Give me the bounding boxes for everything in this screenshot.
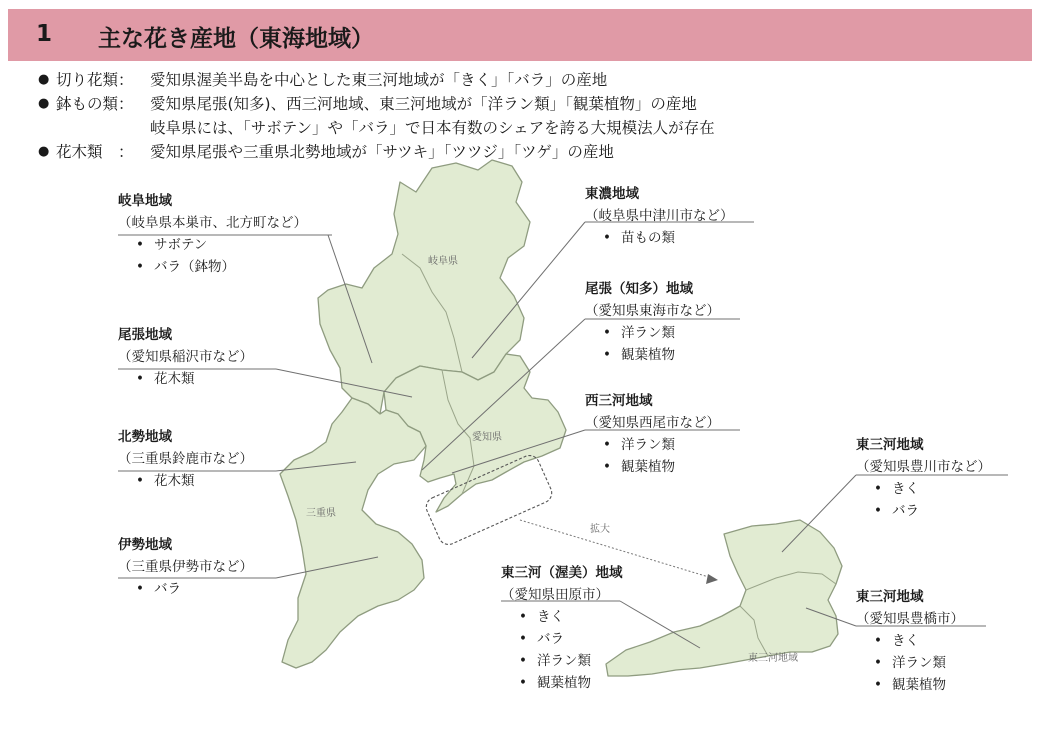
bullet-text: 愛知県尾張や三重県北勢地域が「サツキ」「ツツジ」「ツゲ」の産地 xyxy=(150,143,614,161)
list-item: • 花木類 xyxy=(118,368,253,390)
list-item: • 観葉植物 xyxy=(585,344,720,366)
list-item: • きく xyxy=(501,606,623,628)
map-label-higashimikawa: 東三河地域 xyxy=(748,653,798,664)
region-higashimikawa-atsumi xyxy=(501,562,623,694)
bullet-label: 鉢もの類： xyxy=(56,95,134,113)
region-title: 伊勢地域 xyxy=(118,537,172,553)
region-title: 北勢地域 xyxy=(118,429,172,445)
bullet-dot-icon: ● xyxy=(38,72,50,87)
region-owari-chita xyxy=(585,278,720,366)
region-title: 東三河地域 xyxy=(856,589,924,605)
higashimikawa-zoom-shape xyxy=(606,520,842,676)
region-title: 尾張（知多）地域 xyxy=(585,281,693,297)
bullet-text: 愛知県渥美半島を中心とした東三河地域が「きく」「バラ」の産地 xyxy=(150,71,608,89)
region-tono xyxy=(585,183,734,249)
map-label-aichi: 愛知県 xyxy=(472,432,502,443)
bullet-text: 愛知県尾張(知多)、西三河地域、東三河地域が「洋ラン類」「観葉植物」の産地 xyxy=(150,95,697,113)
region-higashimikawa-toyohashi xyxy=(856,586,964,696)
region-location: （三重県伊勢市など） xyxy=(118,559,253,575)
region-title: 東濃地域 xyxy=(585,186,639,202)
bullet-label: 花木類 ： xyxy=(56,143,134,161)
region-location: （三重県鈴鹿市など） xyxy=(118,451,253,467)
list-item: • 苗もの類 xyxy=(585,227,734,249)
bullet-dot-icon: ● xyxy=(38,144,50,159)
page-title: 主な花き産地（東海地域） xyxy=(98,26,374,52)
region-gifu xyxy=(118,190,307,278)
list-item: • バラ xyxy=(118,578,253,600)
list-item: • 観葉植物 xyxy=(585,456,720,478)
region-location: （岐阜県本巣市、北方町など） xyxy=(118,215,307,231)
region-location: （愛知県東海市など） xyxy=(585,303,720,319)
list-item: • バラ（鉢物） xyxy=(118,256,307,278)
region-title: 西三河地域 xyxy=(585,393,653,409)
list-item: • バラ xyxy=(501,628,623,650)
list-item: • 洋ラン類 xyxy=(585,434,720,456)
bullet-label: 切り花類： xyxy=(56,71,134,89)
bullet-text: 岐阜県には、「サボテン」や「バラ」で日本有数のシェアを誇る大規模法人が存在 xyxy=(150,119,715,137)
region-title: 尾張地域 xyxy=(118,327,172,343)
region-nishimikawa xyxy=(585,390,720,478)
region-location: （岐阜県中津川市など） xyxy=(585,208,734,224)
list-item: • バラ xyxy=(856,500,991,522)
section-number: 1 xyxy=(36,21,53,47)
map-label-zoom: 拡大 xyxy=(590,524,610,535)
region-ise xyxy=(118,534,253,600)
map-label-mie: 三重県 xyxy=(306,508,336,519)
mie-prefecture-shape xyxy=(280,398,426,668)
list-item: • 洋ラン類 xyxy=(585,322,720,344)
region-location: （愛知県田原市） xyxy=(501,587,609,603)
region-title: 東三河地域 xyxy=(856,437,924,453)
region-location: （愛知県豊橋市） xyxy=(856,611,964,627)
region-location: （愛知県稲沢市など） xyxy=(118,349,253,365)
region-higashimikawa-toyokawa xyxy=(856,434,991,522)
list-item: • きく xyxy=(856,478,991,500)
zoom-arrow-head-icon xyxy=(706,574,718,584)
list-item: • 洋ラン類 xyxy=(856,652,964,674)
list-item: • サボテン xyxy=(118,234,307,256)
list-item: • きく xyxy=(856,630,964,652)
region-title: 東三河（渥美）地域 xyxy=(501,565,623,581)
map-label-gifu: 岐阜県 xyxy=(428,256,458,267)
bullet-dot-icon: ● xyxy=(38,96,50,111)
region-location: （愛知県豊川市など） xyxy=(856,459,991,475)
list-item: • 観葉植物 xyxy=(856,674,964,696)
region-title: 岐阜地域 xyxy=(118,193,172,209)
region-hokusei xyxy=(118,426,253,492)
list-item: • 花木類 xyxy=(118,470,253,492)
list-item: • 観葉植物 xyxy=(501,672,623,694)
list-item: • 洋ラン類 xyxy=(501,650,623,672)
region-owari xyxy=(118,324,253,390)
region-location: （愛知県西尾市など） xyxy=(585,415,720,431)
